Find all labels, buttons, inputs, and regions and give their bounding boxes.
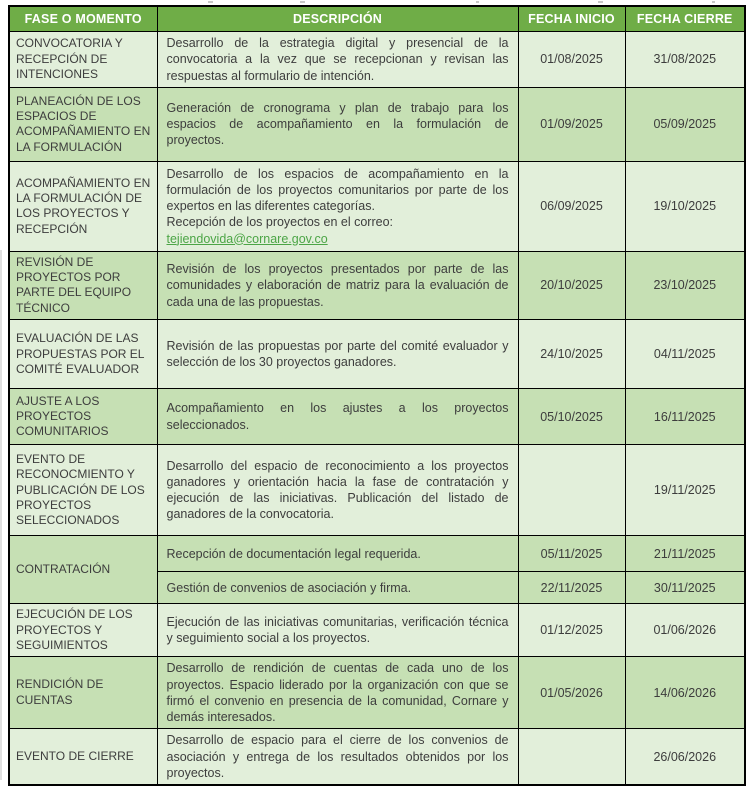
fecha-inicio-cell: 24/10/2025 bbox=[518, 320, 625, 389]
fase-cell: AJUSTE A LOS PROYECTOS COMUNITARIOS bbox=[9, 389, 157, 445]
table-row bbox=[9, 657, 745, 729]
fecha-inicio-cell: 01/05/2026 bbox=[518, 657, 625, 729]
fecha-inicio-cell: 05/10/2025 bbox=[518, 389, 625, 445]
header-cell-fase: FASE O MOMENTO bbox=[9, 6, 157, 32]
fase-cell: EVENTO DE CIERRE bbox=[9, 729, 157, 785]
desc-cell bbox=[157, 161, 518, 251]
fecha-inicio-cell: 01/12/2025 bbox=[518, 604, 625, 657]
fecha-inicio-cell bbox=[518, 729, 625, 785]
fecha-cierre-cell: 26/06/2026 bbox=[625, 729, 745, 785]
fecha-cierre-cell: 01/06/2026 bbox=[625, 604, 745, 657]
schedule-table bbox=[8, 5, 746, 786]
desc-text: Recepción de los proyectos en el correo: bbox=[166, 215, 394, 230]
table-row bbox=[9, 536, 745, 572]
fecha-cierre-cell: 19/11/2025 bbox=[625, 445, 745, 536]
header-cell-descripcion: DESCRIPCIÓN bbox=[157, 6, 518, 32]
table-row bbox=[9, 251, 745, 319]
fase-cell: RENDICIÓN DE CUENTAS bbox=[9, 657, 157, 729]
fecha-cierre-cell: 31/08/2025 bbox=[625, 32, 745, 88]
fecha-cierre-cell: 14/06/2026 bbox=[625, 657, 745, 729]
fase-cell: EVALUACIÓN DE LAS PROPUESTAS POR EL COMITÉ EVALUADOR bbox=[9, 320, 157, 389]
fecha-inicio-cell: 22/11/2025 bbox=[518, 572, 625, 604]
desc-cell: Revisión de los proyectos presentados por parte de las comunidades y elaboración de matriz para la evaluación de cada una de las propuestas. bbox=[157, 251, 518, 319]
desc-cell: Desarrollo de rendición de cuentas de cada uno de los proyectos. Espacio liderado por la organización con que se firmó el convenio en presencia de la comunidad, Cornare y demás interesados. bbox=[157, 657, 518, 729]
fecha-cierre-cell: 04/11/2025 bbox=[625, 320, 745, 389]
desc-cell: Desarrollo de espacio para el cierre de los convenios de asociación y entrega de los resultados obtenidos por los proyectos. bbox=[157, 729, 518, 785]
table-row bbox=[9, 604, 745, 657]
cropped-text-remnant bbox=[0, 0, 754, 4]
table-row bbox=[9, 87, 745, 161]
desc-cell: Revisión de las propuestas por parte del comité evaluador y selección de los 30 proyectos ganadores. bbox=[157, 320, 518, 389]
fecha-cierre-cell: 19/10/2025 bbox=[625, 161, 745, 251]
email-link[interactable]: tejiendovida@cornare.gov.co bbox=[166, 231, 328, 246]
fecha-cierre-cell: 05/09/2025 bbox=[625, 87, 745, 161]
table-row bbox=[9, 729, 745, 785]
header-row bbox=[9, 6, 745, 32]
fase-cell: ACOMPAÑAMIENTO EN LA FORMULACIÓN DE LOS PROYECTOS Y RECEPCIÓN bbox=[9, 161, 157, 251]
fase-cell: PLANEACIÓN DE LOS ESPACIOS DE ACOMPAÑAMIENTO EN LA FORMULACIÓN bbox=[9, 87, 157, 161]
fase-cell: REVISIÓN DE PROYECTOS POR PARTE DEL EQUIPO TÉCNICO bbox=[9, 251, 157, 319]
fecha-inicio-cell: 01/08/2025 bbox=[518, 32, 625, 88]
fecha-inicio-cell: 20/10/2025 bbox=[518, 251, 625, 319]
fase-cell: CONVOCATORIA Y RECEPCIÓN DE INTENCIONES bbox=[9, 32, 157, 88]
desc-cell: Recepción de documentación legal requerida. bbox=[157, 536, 518, 572]
desc-cell: Ejecución de las iniciativas comunitarias, verificación técnica y seguimiento social a los proyectos. bbox=[157, 604, 518, 657]
fase-cell: EJECUCIÓN DE LOS PROYECTOS Y SEGUIMIENTOS bbox=[9, 604, 157, 657]
fase-cell: CONTRATACIÓN bbox=[9, 536, 157, 604]
fecha-cierre-cell: 23/10/2025 bbox=[625, 251, 745, 319]
table-row bbox=[9, 32, 745, 88]
header-cell-fecha-cierre: FECHA CIERRE bbox=[625, 6, 745, 32]
fecha-cierre-cell: 30/11/2025 bbox=[625, 572, 745, 604]
table-row bbox=[9, 445, 745, 536]
table-row bbox=[9, 389, 745, 445]
desc-cell: Acompañamiento en los ajustes a los proyectos seleccionados. bbox=[157, 389, 518, 445]
fecha-cierre-cell: 16/11/2025 bbox=[625, 389, 745, 445]
header-cell-fecha-inicio: FECHA INICIO bbox=[518, 6, 625, 32]
desc-text: Desarrollo de los espacios de acompañamiento en la formulación de los proyectos comunitarios por parte de los expertos en las diferentes categorías. bbox=[166, 166, 509, 214]
fecha-inicio-cell: 06/09/2025 bbox=[518, 161, 625, 251]
desc-cell: Gestión de convenios de asociación y firma. bbox=[157, 572, 518, 604]
desc-cell: Desarrollo de la estrategia digital y presencial de la convocatoria a la vez que se recepcionan y revisan las respuestas al formulario de intención. bbox=[157, 32, 518, 88]
fecha-inicio-cell bbox=[518, 445, 625, 536]
table-row bbox=[9, 161, 745, 251]
fecha-inicio-cell: 01/09/2025 bbox=[518, 87, 625, 161]
scan-edge-artifact bbox=[0, 250, 2, 780]
fecha-cierre-cell: 21/11/2025 bbox=[625, 536, 745, 572]
desc-cell: Generación de cronograma y plan de trabajo para los espacios de acompañamiento en la formulación de proyectos. bbox=[157, 87, 518, 161]
fase-cell: EVENTO DE RECONOCMIENTO Y PUBLICACIÓN DE LOS PROYECTOS SELECCIONADOS bbox=[9, 445, 157, 536]
desc-cell: Desarrollo del espacio de reconocimiento a los proyectos ganadores y orientación hacia la fase de contratación y ejecución de las iniciativas. Publicación del listado de ganadores de la convocatoria. bbox=[157, 445, 518, 536]
fecha-inicio-cell: 05/11/2025 bbox=[518, 536, 625, 572]
table-row bbox=[9, 320, 745, 389]
